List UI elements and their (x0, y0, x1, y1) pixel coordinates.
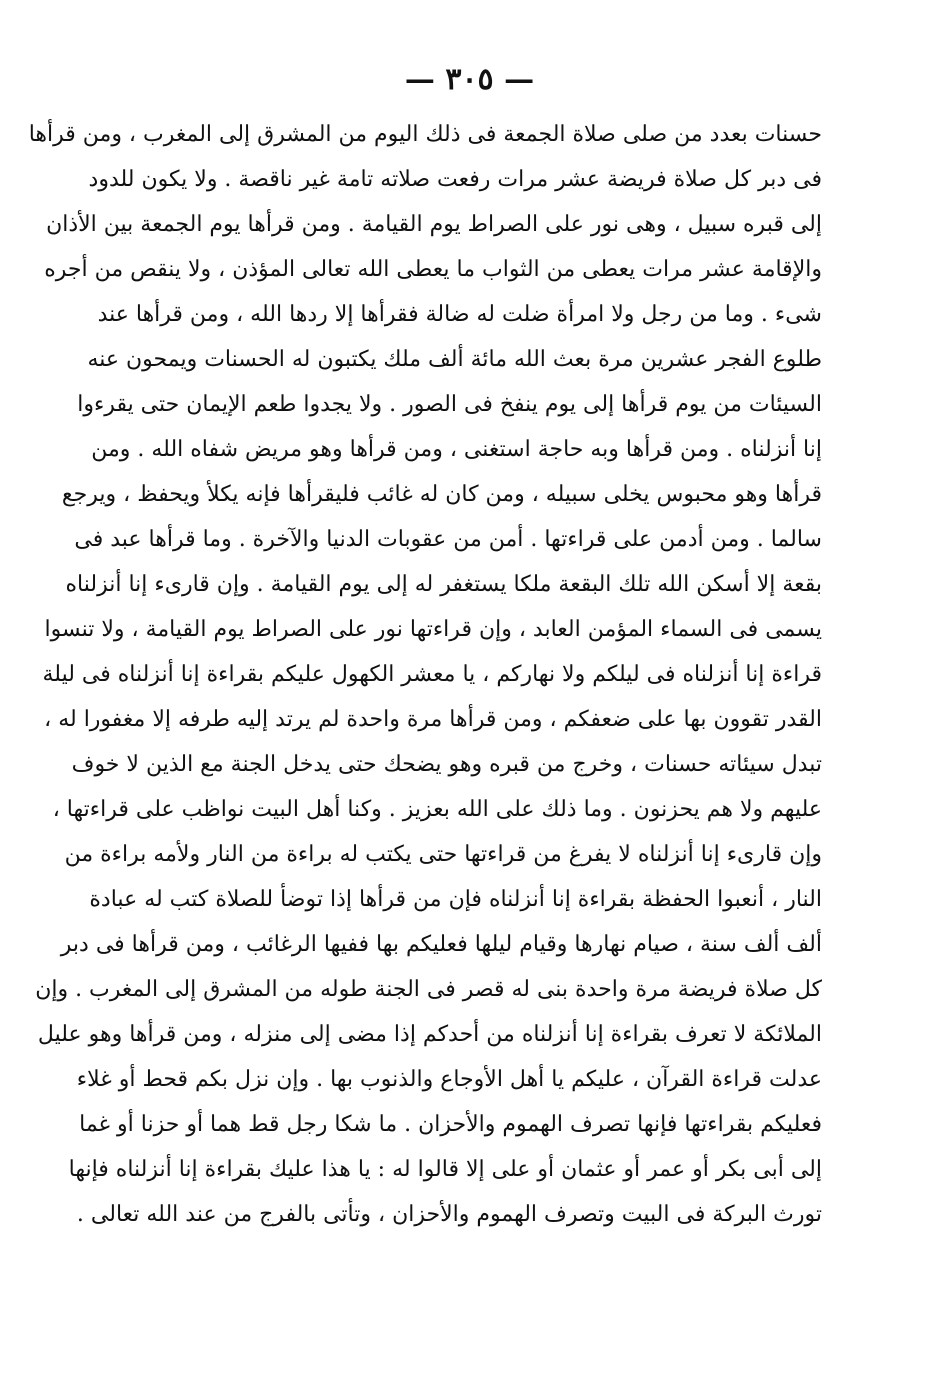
text-line: عليهم ولا هم يحزنون . وما ذلك على الله بعزيز . وكنا أهل البيت نواظب على قراءتها ، (52, 797, 822, 822)
text-line: قراءة إنا أنزلناه فى ليلكم ولا نهاركم ، يا معشر الكهول عليكم بقراءة إنا أنزلناه فى ليلة (42, 662, 822, 687)
text-line: إنا أنزلناه . ومن قرأها وبه حاجة استغنى ، ومن قرأها وهو مريض شفاه الله . ومن (91, 437, 822, 462)
text-line: فعليكم بقراءتها فإنها تصرف الهموم والأحزان . ما شكا رجل قط هما أو حزنا أو غما (79, 1112, 822, 1137)
page-number: — ٣٠٥ — (404, 62, 535, 97)
text-line: شىء . وما من رجل ولا امرأة ضلت له ضالة فقرأها إلا ردها الله ، ومن قرأها عند (97, 302, 822, 327)
body-text (28, 112, 822, 1237)
text-line: فى دبر كل صلاة فريضة عشر مرات رفعت صلاته تامة غير ناقصة . ولا يكون للدود (88, 167, 822, 192)
text-line: إلى أبى بكر أو عمر أو عثمان أو على إلا قالوا له : يا هذا عليك بقراءة إنا أنزلناه فإنها (68, 1157, 822, 1182)
text-line: عدلت قراءة القرآن ، عليكم يا أهل الأوجاع والذنوب بها . وإن نزل بكم قحط أو غلاء (76, 1067, 822, 1092)
text-line: والإقامة عشر مرات يعطى من الثواب ما يعطى الله تعالى المؤذن ، ولا ينقص من أجره (44, 257, 822, 282)
text-line: القدر تقوون بها على ضعفكم ، ومن قرأها مرة واحدة لم يرتد إليه طرفه إلا مغفورا له ، (44, 707, 822, 732)
text-line: تبدل سيئاته حسنات ، وخرج من قبره وهو يضحك حتى يدخل الجنة مع الذين لا خوف (71, 752, 822, 777)
text-line: النار ، أنعبوا الحفظة بقراءة إنا أنزلناه فإن من قرأها إذا توضأ للصلاة كتب له عبادة (89, 887, 822, 912)
text-line: ألف ألف سنة ، صيام نهارها وقيام ليلها فعليكم بها ففيها الرغائب ، ومن قرأها فى دبر (60, 932, 822, 957)
text-line: طلوع الفجر عشرين مرة بعث الله مائة ألف ملك يكتبون له الحسنات ويمحون عنه (87, 347, 822, 372)
text-line: وإن قارىء إنا أنزلناه لا يفرغ من قراءتها حتى يكتب له براءة من النار ولأمه براءة من (64, 842, 822, 867)
text-line: كل صلاة فريضة مرة واحدة بنى له قصر فى الجنة طوله من المشرق إلى المغرب . وإن (35, 977, 822, 1002)
text-line: الملائكة لا تعرف بقراءة إنا أنزلناه من أحدكم إذا مضى إلى منزله ، ومن قرأها وهو عليل (37, 1022, 822, 1047)
text-line: حسنات بعدد من صلى صلاة الجمعة فى ذلك اليوم من المشرق إلى المغرب ، ومن قرأها (28, 122, 822, 147)
text-line: السيئات من يوم قرأها إلى يوم ينفخ فى الصور . ولا يجدوا طعم الإيمان حتى يقرءوا (77, 392, 822, 417)
text-line: سالما . ومن أدمن على قراءتها . أمن من عقوبات الدنيا والآخرة . وما قرأها عبد فى (74, 527, 822, 552)
text-line: يسمى فى السماء المؤمن العابد ، وإن قراءتها نور على الصراط يوم القيامة ، ولا تنسوا (44, 617, 822, 642)
text-line: إلى قبره سبيل ، وهى نور على الصراط يوم القيامة . ومن قرأها يوم الجمعة بين الأذان (46, 212, 822, 237)
text-line: بقعة إلا أسكن الله تلك البقعة ملكا يستغفر له إلى يوم القيامة . وإن قارىء إنا أنزلناه (65, 572, 822, 597)
text-line: قرأها وهو محبوس يخلى سبيله ، ومن كان له غائب فليقرأها فإنه يكلأ ويحفظ ، ويرجع (61, 482, 822, 507)
text-line: تورث البركة فى البيت وتصرف الهموم والأحزان ، وتأتى بالفرج من عند الله تعالى . (76, 1202, 822, 1227)
